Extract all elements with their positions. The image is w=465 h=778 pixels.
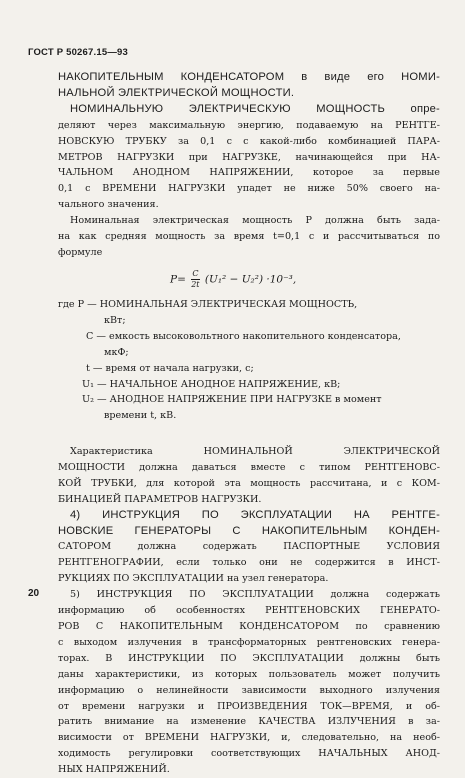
page-header: ГОСТ Р 50267.15—93 [28,47,128,58]
text-line: висимости от ВРЕМЕНИ НАГРУЗКИ, и, следовательно, на необ- [58,732,440,744]
text-line: РЕНТГЕНОГРАФИИ, если только они не содержится в ИНСТ- [58,557,440,569]
text-line: информацию о нелинейности зависимости выходного излучения [58,684,440,696]
text-line: САТОРОМ должна содержать ПАСПОРТНЫЕ УСЛОВИЯ [58,541,440,553]
formula-fraction [191,269,199,290]
text-line: даны характеристики, из которых пользователь может получить [58,668,440,680]
definition-line: U₁ — НАЧАЛЬНОЕ АНОДНОЕ НАПРЯЖЕНИЕ, кВ; [82,378,341,390]
definition-line: кВт; [104,314,126,326]
fraction-numerator: C [192,269,199,278]
text-line: МЕТРОВ НАГРУЗКИ при НАГРУЗКЕ, начинающейся при НА- [58,151,440,163]
text-line: РОВ С НАКОПИТЕЛЬНЫМ КОНДЕНСАТОРОМ по сравнению [58,620,440,632]
paragraph-instructions [58,444,440,778]
text-line: НОВСКИЕ ГЕНЕРАТОРЫ С НАКОПИТЕЛЬНЫМ КОНДЕН- [58,524,440,537]
text-line: НАЛЬНОЙ ЭЛЕКТРИЧЕСКОЙ МОЩНОСТИ. [58,86,295,99]
text-line: 5) ИНСТРУКЦИЯ ПО ЭКСПЛУАТАЦИИ должна содержать [70,589,440,601]
text-line: ратить внимание на изменение КАЧЕСТВА ИЗЛУЧЕНИЯ в за- [58,716,440,728]
text-line: с выходом излучения в трансформаторных рентгеновских генера- [58,636,440,648]
text-line: информацию об особенностях РЕНТГЕНОВСКИХ ГЕНЕРАТО- [58,605,440,617]
text-line: БИНАЦИЕЙ ПАРАМЕТРОВ НАГРУЗКИ. [58,493,262,505]
definition-line: времени t, кВ. [104,410,177,422]
text-line: МОЩНОСТИ должна даваться вместе с типом РЕНТГЕНОВС- [58,461,440,473]
text-line: НЫХ НАПРЯЖЕНИЙ. [58,764,170,776]
definition-line: U₂ — АНОДНОЕ НАПРЯЖЕНИЕ ПРИ НАГРУЗКЕ в момент [82,394,382,406]
definition-line: t — время от начала нагрузки, с; [86,362,254,374]
text-line: КОЙ ТРУБКИ, для которой эта мощность рассчитана, и с КОМ- [58,477,440,489]
formula-lhs: P= [170,273,186,286]
text-line: 0,1 с ВРЕМЕНИ НАГРУЗКИ упадет не ниже 50% своего на- [58,183,440,195]
text-line: формуле [58,246,103,258]
text-line: на как средняя мощность за время t=0,1 с и рассчитываться по [58,231,440,243]
paragraph-rated-power [58,70,440,261]
text-line: от времени нагрузки и ПРОИЗВЕДЕНИЯ ТОК—ВРЕМЯ, и об- [58,700,440,712]
text-line: деляют через максимальную энергию, подаваемую на РЕНТГЕ- [58,119,440,131]
text-line: торах. В ИНСТРУКЦИИ ПО ЭКСПЛУАТАЦИИ должны быть [58,652,440,664]
definition-line: мкФ; [104,346,129,358]
formula-definitions [58,297,443,424]
text-line: РУКЦИЯХ ПО ЭКСПЛУАТАЦИИ на узел генератора. [58,573,329,585]
text-line: ходимость регулировки соответствующих НАЧАЛЬНЫХ АНОД- [58,748,440,760]
page-number: 20 [28,588,40,599]
text-line: ЧАЛЬНОМ АНОДНОМ НАПРЯЖЕНИИ, которое за первые [58,167,440,179]
text-line: чального значения. [58,199,159,211]
text-line: Характеристика НОМИНАЛЬНОЙ ЭЛЕКТРИЧЕСКОЙ [70,446,440,457]
text-line: НОМИНАЛЬНУЮ ЭЛЕКТРИЧЕСКУЮ МОЩНОСТЬ опре- [70,102,440,115]
text-line: 4) ИНСТРУКЦИЯ ПО ЭКСПЛУАТАЦИИ НА РЕНТГЕ- [70,508,440,521]
fraction-denominator: 2t [191,280,200,289]
power-formula [170,269,296,290]
formula-rhs: (U₁² − U₂²) ·10⁻³, [204,273,297,286]
definition-line: где P — НОМИНАЛЬНАЯ ЭЛЕКТРИЧЕСКАЯ МОЩНОСТЬ, [58,299,358,310]
text-line: НОВСКУЮ ТРУБКУ за 0,1 с с какой-либо комбинацией ПАРА- [58,135,440,147]
definition-line: C — емкость высоковольтного накопительного конденсатора, [86,330,401,342]
text-line: НАКОПИТЕЛЬНЫМ КОНДЕНСАТОРОМ в виде его НОМИ- [58,71,440,83]
text-line: Номинальная электрическая мощность P должна быть зада- [70,215,440,227]
